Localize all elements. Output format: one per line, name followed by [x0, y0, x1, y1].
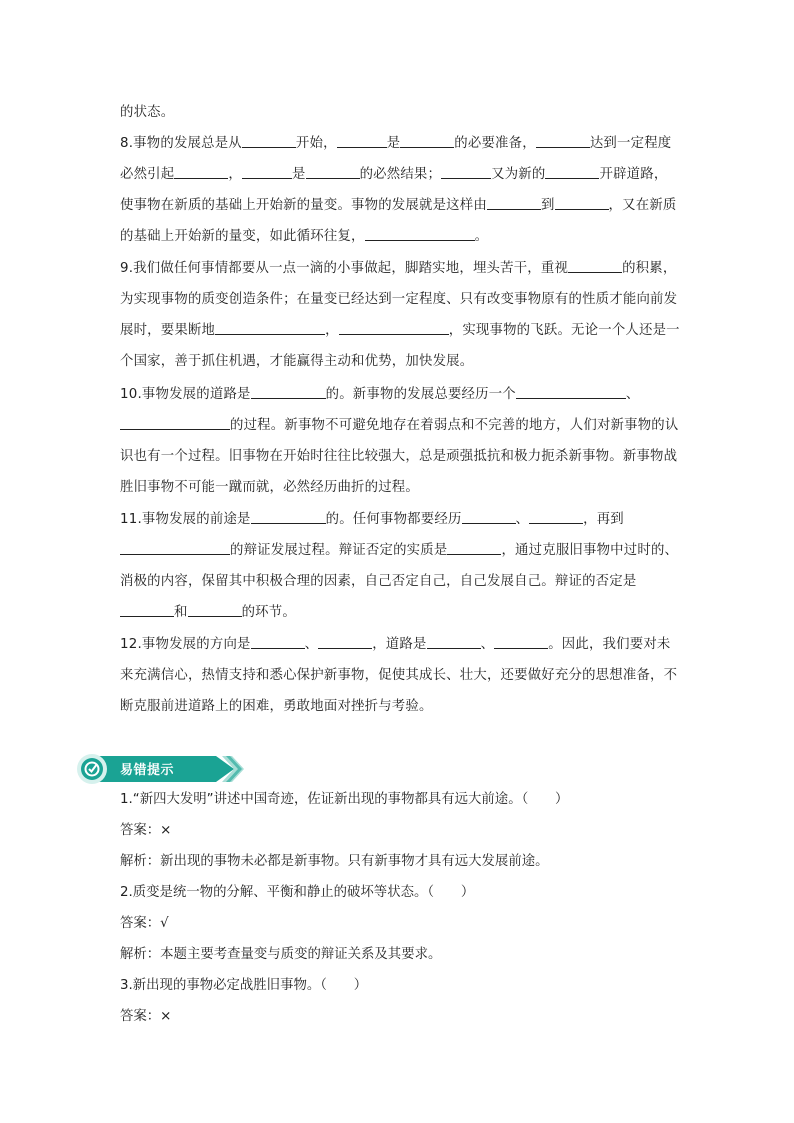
- fill-blank[interactable]: [242, 164, 292, 179]
- paragraph-9: [120, 253, 680, 377]
- text: 的辩证发展过程。辩证否定的实质是: [230, 543, 448, 558]
- fill-blank[interactable]: [545, 164, 599, 179]
- fill-blank[interactable]: [242, 133, 296, 148]
- fill-blank[interactable]: [188, 602, 242, 617]
- text: 开始，: [295, 136, 337, 151]
- text: 9.我们做任何事情都要从一点一滴的小事做起，脚踏实地，埋头苦干，重视: [120, 261, 569, 276]
- tip-question-2: 2.质变是统一物的分解、平衡和静止的破坏等状态。（ ）: [120, 885, 475, 900]
- text: 的必然结果；: [359, 167, 442, 182]
- fill-blank[interactable]: [120, 540, 230, 555]
- text: ，再到: [583, 512, 624, 527]
- fill-blank[interactable]: [251, 384, 326, 399]
- text: ，通过克服旧事物中过时的、消极的内容，保留其中积极合理的因素，自己否定自己，自己发展自己。辩证的否定是: [120, 543, 679, 589]
- fill-blank[interactable]: [487, 195, 541, 210]
- fill-blank[interactable]: [529, 509, 583, 524]
- fill-blank[interactable]: [174, 164, 228, 179]
- text: 达到一定程度必然引起: [120, 136, 672, 182]
- tip-answer-2: 答案：√: [120, 916, 169, 931]
- paragraph-10: [120, 379, 680, 503]
- text: 8.事物的发展总是从: [120, 136, 242, 151]
- tip-answer-1: 答案：×: [120, 823, 172, 838]
- tip-analysis-2: 解析：本题主要考查量变与质变的辩证关系及其要求。: [120, 947, 442, 962]
- text: 是: [386, 136, 401, 151]
- fill-blank[interactable]: [120, 602, 174, 617]
- tips-banner-label: 易错提示: [120, 763, 175, 778]
- text: 的。任何事物都要经历: [325, 512, 462, 527]
- fill-blank[interactable]: [251, 634, 305, 649]
- text: 、: [304, 637, 319, 652]
- text: ，: [325, 323, 339, 338]
- fill-blank[interactable]: [215, 320, 325, 335]
- fill-blank[interactable]: [516, 384, 626, 399]
- text: ，又在新质的基础上开始新的量变，如此循环往复，: [120, 198, 677, 244]
- fill-blank[interactable]: [306, 164, 360, 179]
- tip-question-3: 3.新出现的事物必定战胜旧事物。（ ）: [120, 978, 368, 993]
- fill-blank[interactable]: [365, 226, 475, 241]
- text: 10.事物发展的道路是: [120, 387, 251, 402]
- tip-answer-3: 答案：×: [120, 1009, 172, 1024]
- text: 的状态。: [120, 105, 175, 120]
- text: 的必要准备，: [454, 136, 536, 151]
- text: 、: [515, 512, 530, 527]
- fill-blank[interactable]: [337, 133, 387, 148]
- text: 的积累，为实现事物的质变创造条件；在量变已经达到一定程度、只有改变事物原有的性质才能向前发展时，要果断地: [120, 261, 678, 338]
- text: ，: [228, 167, 242, 182]
- text: 又为新的: [491, 167, 546, 182]
- fill-blank[interactable]: [120, 415, 230, 430]
- fill-blank[interactable]: [427, 634, 481, 649]
- text: 、: [625, 387, 640, 402]
- fill-blank[interactable]: [555, 195, 609, 210]
- fill-blank[interactable]: [462, 509, 516, 524]
- fill-blank[interactable]: [441, 164, 491, 179]
- fill-blank[interactable]: [494, 634, 548, 649]
- text: 。因此，我们要对未来充满信心，热情支持和悉心保护新事物，促使其成长、壮大，还要做好充分的思想准备，不断克服前进道路上的困难，勇敢地面对挫折与考验。: [120, 637, 678, 714]
- paragraph-11: [120, 504, 680, 628]
- text: 是: [291, 167, 306, 182]
- paragraph-7-tail: [120, 97, 680, 128]
- fill-blank[interactable]: [447, 540, 501, 555]
- fill-blank[interactable]: [568, 258, 622, 273]
- text: 的过程。新事物不可避免地存在着弱点和不完善的地方，人们对新事物的认识也有一个过程。旧事物在开始时往往比较强大，总是顽强抵抗和极力扼杀新事物。新事物战胜旧事物不可能一蹴而就，必然经历曲折的过程。: [120, 418, 679, 495]
- text: ，道路是: [372, 637, 427, 652]
- text: ，实现事物的飞跃。无论一个人还是一个国家，善于抓住机遇，才能赢得主动和优势，加快发展。: [120, 323, 680, 369]
- fill-blank[interactable]: [251, 509, 326, 524]
- fill-blank[interactable]: [536, 133, 590, 148]
- paragraph-12: [120, 629, 680, 722]
- text: 到: [540, 198, 555, 213]
- text: 的环节。: [241, 605, 296, 620]
- text: 12.事物发展的方向是: [120, 637, 251, 652]
- text: 。: [474, 229, 489, 244]
- text: 的。新事物的发展总要经历一个: [325, 387, 516, 402]
- tip-analysis-1: 解析：新出现的事物未必都是新事物。只有新事物才具有远大发展前途。: [120, 854, 549, 869]
- text: 开辟道路，使事物在新质的基础上开始新的量变。事物的发展就是这样由: [120, 167, 668, 213]
- fill-blank[interactable]: [339, 320, 449, 335]
- text: 和: [174, 605, 188, 620]
- text: 11.事物发展的前途是: [120, 512, 251, 527]
- badge-circle: [81, 758, 103, 780]
- paragraph-8: [120, 128, 680, 252]
- tip-question-1: 1.“新四大发明”讲述中国奇迹，佐证新出现的事物都具有远大前途。（ ）: [120, 792, 569, 807]
- fill-blank[interactable]: [318, 634, 372, 649]
- fill-blank[interactable]: [400, 133, 454, 148]
- text: 、: [480, 637, 495, 652]
